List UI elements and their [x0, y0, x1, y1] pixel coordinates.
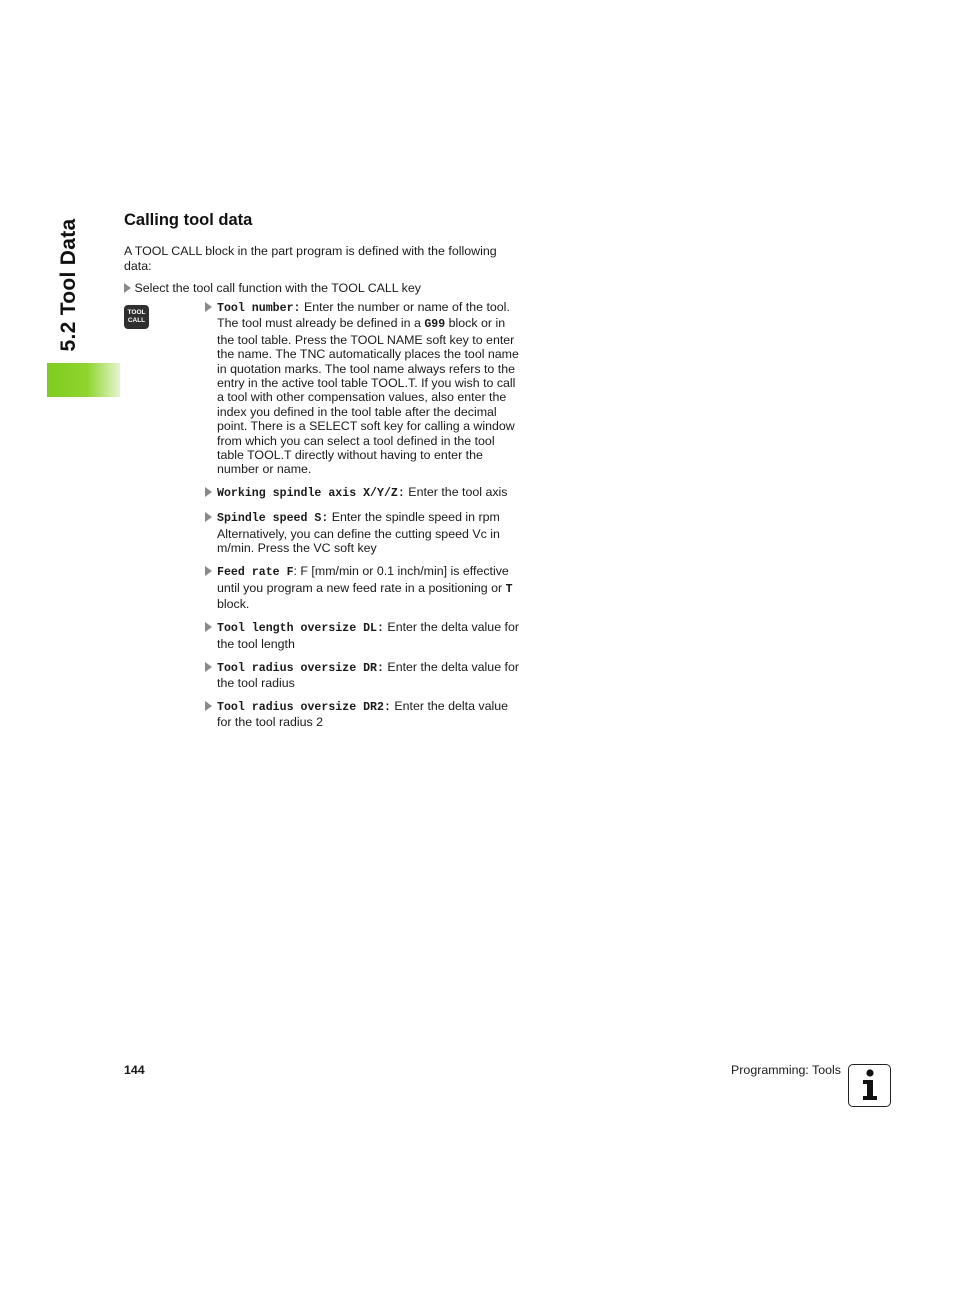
- parameter-code: T: [505, 582, 513, 596]
- list-item: [205, 620, 520, 651]
- chapter-title: Programming: Tools: [731, 1063, 841, 1077]
- parameter-text: Enter the spindle speed in rpm Alternatively, you can define the cutting speed Vc in m/min. Press the VC soft key: [217, 510, 500, 556]
- parameter-text: Enter the number or name of the tool. The tool must already be defined in a: [217, 300, 510, 331]
- section-accent-bar: [47, 363, 120, 397]
- parameter-text: block.: [217, 597, 250, 612]
- section-title-vertical: [49, 215, 89, 355]
- parameter-text: Enter the delta value for the tool radius 2: [217, 698, 509, 730]
- triangle-right-icon: [205, 622, 212, 632]
- list-item: [205, 300, 520, 477]
- tool-call-key-icon[interactable]: [124, 305, 149, 329]
- list-item: [205, 660, 520, 691]
- parameter-name: Feed rate F: [217, 566, 294, 580]
- parameter-name: Working spindle axis X/Y/Z:: [217, 487, 405, 501]
- parameter-name: Spindle speed S:: [217, 512, 329, 526]
- page-number: 144: [124, 1063, 145, 1077]
- triangle-right-icon: [124, 283, 131, 293]
- tool-call-key-line1: TOOL: [127, 309, 146, 316]
- parameter-code: G99: [424, 318, 446, 332]
- parameter-text: block or in the tool table. Press the TOOL NAME soft key to enter the name. The TNC automatically places the tool name in quotation marks. The tool name always refers to the entry in the active tool table TOOL.T. If you wish to call a tool with other compensation values, also enter the index you defined in the tool table after the decimal point. There is a SELECT soft key for calling a window from which you can select a tool defined in the tool table TOOL.T directly without having to enter the number or name.: [217, 316, 519, 477]
- parameter-name: Tool length oversize DL:: [217, 622, 384, 636]
- info-glyph: [849, 1065, 889, 1105]
- list-item: [205, 485, 520, 501]
- parameter-text: Enter the delta value for the tool radius: [217, 659, 519, 690]
- parameter-name: Tool radius oversize DR:: [217, 661, 384, 675]
- select-instruction: [124, 281, 421, 296]
- triangle-right-icon: [205, 566, 212, 576]
- section-title-text: 5.2 Tool Data: [57, 218, 80, 352]
- intro-paragraph: A TOOL CALL block in the part program is defined with the following data:: [124, 244, 497, 273]
- triangle-right-icon: [205, 662, 212, 672]
- triangle-right-icon: [205, 701, 212, 711]
- tool-call-key-line2: CALL: [127, 317, 146, 324]
- parameter-name: Tool number:: [217, 302, 301, 315]
- parameter-name: Tool radius oversize DR2:: [217, 700, 391, 714]
- list-item: [205, 564, 520, 611]
- list-item: [205, 510, 520, 555]
- section-heading: Calling tool data: [124, 211, 253, 229]
- parameter-text: Enter the delta value for the tool length: [217, 620, 519, 651]
- triangle-right-icon: [205, 512, 212, 522]
- select-instruction-text: Select the tool call function with the TOOL CALL key: [134, 281, 421, 295]
- list-item: [205, 699, 520, 730]
- tool-call-parameter-list: [205, 300, 520, 738]
- info-icon: [848, 1064, 891, 1107]
- triangle-right-icon: [205, 487, 212, 497]
- parameter-text: : F [mm/min or 0.1 inch/min] is effective until you program a new feed rate in a positioning or: [217, 564, 509, 595]
- triangle-right-icon: [205, 302, 212, 312]
- parameter-text: Enter the tool axis: [404, 485, 508, 500]
